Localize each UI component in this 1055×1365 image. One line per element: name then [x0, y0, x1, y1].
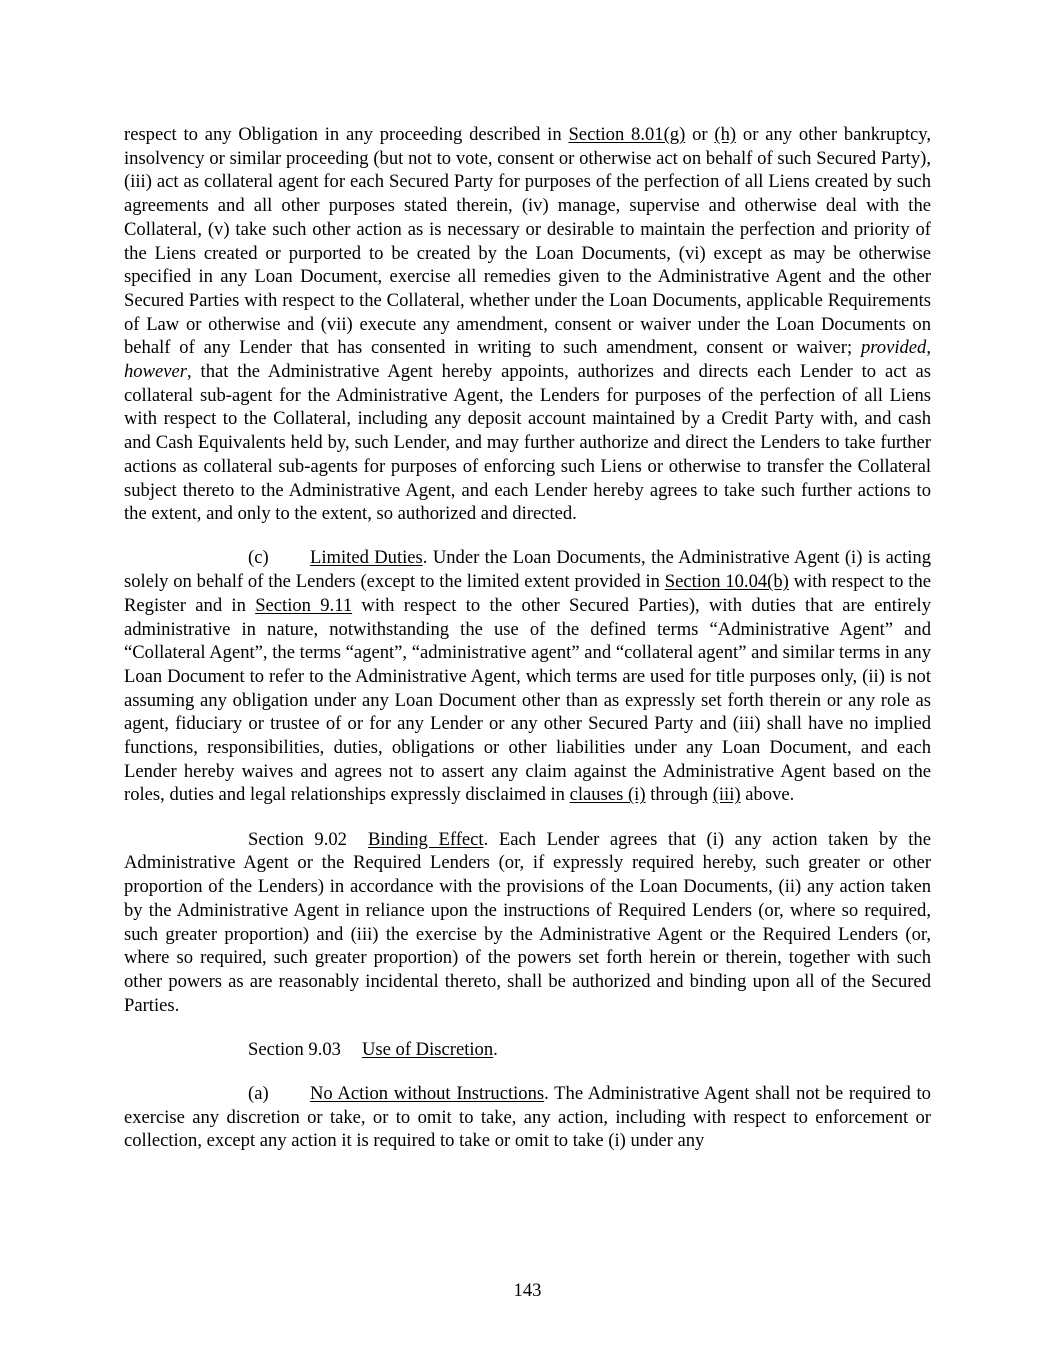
clause-label: (c): [248, 547, 269, 569]
emphasis-text: provided: [860, 337, 927, 359]
paragraph-no-action-without-instructions: [124, 1082, 931, 1153]
text: or any other bankruptcy, insolvency or similar proceeding (but not to vote, consent or otherwise act on behalf of such Secured Party), (iii) act as collateral agent for each Secured Party for purposes of the perfection of all Liens created by such agreements and all other purposes stated therein, (iv) manage, supervise and otherwise deal with the Collateral, (v) take such other action as is necessary or desirable to maintain the perfection and priority of the Liens created or purported to be created by the Loan Documents, (vi) except as may be otherwise specified in any Loan Document, exercise all remedies given to the Administrative Agent and the other Secured Parties with respect to the Collateral, whether under the Loan Documents, applicable Requirements of Law or otherwise and (vii) execute any amendment, consent or waiver under the Loan Documents on behalf of any Lender that has consented in writing to such amendment, consent or waiver;: [124, 124, 931, 359]
clause-heading: No Action without Instructions: [310, 1083, 545, 1105]
page-number: 143: [513, 1280, 542, 1301]
text: or: [685, 124, 715, 145]
clause-heading: Limited Duties: [310, 547, 423, 569]
text: . Under the Loan Documents, the Administrative Agent (i) is acting solely on behalf of the Lenders (except to the limited extent provided in: [124, 547, 931, 593]
text: . Each Lender agrees that (i) any action taken by the Administrative Agent or the Required Lenders (or, if expressly required hereby, such greater or other proportion of the Lenders) in accordance with the provisions of the Loan Documents, (ii) any action taken by the Administrative Agent in reliance upon the instructions of Required Lenders (or, where so required, such greater proportion) and (iii) the exercise by the Administrative Agent or the Required Lenders (or, where so required, such greater proportion) of the powers set forth herein or therein, together with such other powers as are reasonably incidental thereto, shall be authorized and binding upon all of the Secured Parties.: [124, 828, 931, 1016]
paragraph-binding-effect: [124, 828, 931, 1018]
section-heading: Binding Effect: [367, 828, 484, 850]
paragraph-use-of-discretion: [124, 1038, 931, 1062]
document-page: [124, 123, 931, 1153]
text: through: [645, 784, 713, 806]
paragraph-limited-duties: [124, 546, 931, 807]
text: . The Administrative Agent shall not be required to exercise any discretion or take, or to omit to take, any action, including with respect to enforcement or collection, except any action it is required to take or omit to take (i) under any: [124, 1083, 931, 1152]
text: above.: [740, 784, 795, 806]
paragraph-agent-powers: [124, 123, 931, 526]
clause-label: (a): [248, 1083, 269, 1105]
section-reference: Section 10.04(b): [664, 571, 789, 593]
emphasis-text: however: [124, 361, 187, 383]
section-reference: Section 9.11: [255, 594, 353, 616]
text: .: [493, 1038, 498, 1060]
section-reference: (h): [714, 124, 737, 145]
section-number: Section 9.02: [248, 828, 347, 850]
text: respect to any Obligation in any proceeding described in: [124, 124, 569, 145]
text: ,: [926, 337, 931, 359]
clause-reference: clauses (i): [569, 784, 646, 806]
text: with respect to the Register and in: [124, 571, 931, 616]
text: , that the Administrative Agent hereby appoints, authorizes and directs each Lender to act as collateral sub-agent for the Administrative Agent, the Lenders for purposes of the perfection of all Liens with respect to the Collateral, including any deposit account maintained by a Credit Party with, and cash and Cash Equivalents held by, such Lender, and may further authorize and direct the Lenders to take further actions as collateral sub-agents for purposes of enforcing such Liens or otherwise to transfer the Collateral subject thereto to the Administrative Agent, and each Lender hereby agrees to take such further actions to the extent, and only to the extent, so authorized and directed.: [124, 361, 931, 525]
section-number: Section 9.03: [248, 1038, 341, 1060]
text: with respect to the other Secured Parties), with duties that are entirely administrative in nature, notwithstanding the use of the defined terms “Administrative Agent” and “Collateral Agent”, the terms “agent”, “administrative agent” and “collateral agent” and similar terms in any Loan Document to refer to the Administrative Agent, which terms are used for title purposes only, (ii) is not assuming any obligation under any Loan Document other than as expressly set forth therein or any role as agent, fiduciary or trustee of or for any Lender or any other Secured Party and (iii) shall have no implied functions, responsibilities, duties, obligations or other liabilities under any Loan Document, and each Lender hereby waives and agrees not to assert any claim against the Administrative Agent based on the roles, duties and legal relationships expressly disclaimed in: [124, 594, 932, 806]
clause-reference: (iii): [712, 784, 741, 806]
section-reference: Section 8.01(g): [568, 124, 686, 145]
section-heading: Use of Discretion: [361, 1038, 494, 1060]
